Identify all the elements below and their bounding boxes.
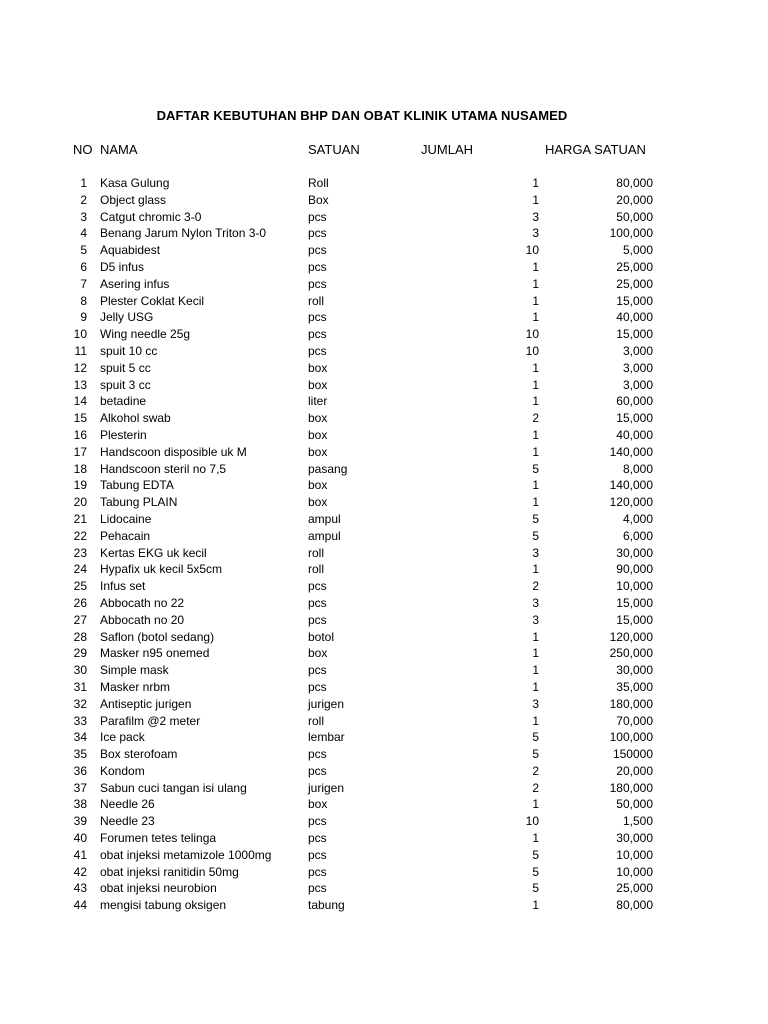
item-unit-price: 25,000 — [616, 259, 653, 274]
item-name: Lidocaine — [100, 511, 152, 526]
item-unit-price: 30,000 — [616, 545, 653, 560]
item-name: Alkohol swab — [100, 411, 171, 426]
document-title: DAFTAR KEBUTUHAN BHP DAN OBAT KLINIK UTAMA NUSAMED — [156, 108, 568, 123]
item-unit: Roll — [308, 176, 329, 190]
item-quantity: 1 — [532, 629, 539, 644]
row-number: 9 — [80, 310, 87, 325]
item-unit-price: 35,000 — [616, 679, 653, 694]
table-row — [0, 545, 768, 562]
item-unit-price: 1,500 — [622, 814, 653, 829]
table-row — [0, 662, 768, 679]
row-number: 26 — [73, 595, 87, 610]
item-unit: pcs — [308, 243, 327, 258]
item-unit-price: 90,000 — [616, 562, 653, 577]
table-row — [0, 830, 768, 847]
item-unit: ampul — [308, 511, 341, 526]
column-header-harga-satuan: HARGA SATUAN — [545, 142, 646, 157]
item-unit: jurigen — [308, 696, 345, 711]
column-header-nama: NAMA — [100, 142, 138, 157]
table-row — [0, 377, 768, 394]
item-unit: box — [308, 495, 328, 510]
item-unit-price: 30,000 — [616, 663, 653, 678]
item-quantity: 3 — [532, 612, 539, 627]
item-unit-price: 3,000 — [622, 360, 653, 375]
item-name: Masker nrbm — [100, 679, 171, 694]
table-header — [0, 142, 768, 158]
table-row — [0, 360, 768, 377]
item-unit-price: 10,000 — [616, 864, 653, 879]
item-quantity: 1 — [532, 663, 539, 678]
item-name: Masker n95 onemed — [100, 646, 210, 661]
item-quantity: 1 — [532, 360, 539, 375]
item-unit: pcs — [308, 864, 327, 879]
item-name: Handscoon disposible uk M — [100, 444, 247, 459]
row-number: 23 — [73, 545, 87, 560]
item-unit: pcs — [308, 814, 327, 829]
item-unit: pcs — [308, 663, 327, 678]
item-unit: box — [308, 646, 328, 661]
item-unit: pcs — [308, 579, 327, 594]
table-row — [0, 561, 768, 578]
table-row — [0, 880, 768, 897]
item-name: Saflon (botol sedang) — [100, 629, 215, 644]
item-name: Asering infus — [100, 276, 170, 291]
item-quantity: 1 — [532, 679, 539, 694]
table-row — [0, 813, 768, 830]
table-row — [0, 595, 768, 612]
item-name: D5 infus — [100, 259, 145, 274]
column-header-jumlah: JUMLAH — [421, 142, 474, 157]
item-name: Ice pack — [100, 730, 145, 745]
table-row — [0, 309, 768, 326]
column-header-satuan: SATUAN — [308, 142, 360, 157]
table-row — [0, 780, 768, 797]
item-quantity: 1 — [532, 646, 539, 661]
item-quantity: 1 — [532, 293, 539, 308]
item-name: Kertas EKG uk kecil — [100, 545, 207, 560]
row-number: 33 — [73, 713, 87, 728]
table-row — [0, 796, 768, 813]
item-quantity: 2 — [532, 579, 539, 594]
item-name: Abbocath no 22 — [100, 595, 185, 610]
row-number: 6 — [80, 259, 87, 274]
item-quantity: 2 — [532, 780, 539, 795]
item-quantity: 1 — [532, 562, 539, 577]
table-row — [0, 679, 768, 696]
item-quantity: 1 — [532, 478, 539, 493]
row-number: 3 — [80, 209, 87, 224]
item-quantity: 1 — [532, 394, 539, 409]
item-unit-price: 8,000 — [622, 461, 653, 476]
table-row — [0, 713, 768, 730]
table-row — [0, 847, 768, 864]
item-unit: roll — [308, 293, 325, 308]
item-unit: pcs — [308, 847, 327, 862]
row-number: 5 — [80, 243, 87, 258]
item-name: Benang Jarum Nylon Triton 3-0 — [100, 226, 267, 241]
item-name: Tabung EDTA — [100, 478, 174, 493]
row-number: 15 — [73, 411, 87, 426]
item-unit-price: 30,000 — [616, 831, 653, 846]
item-unit: roll — [308, 545, 325, 560]
item-unit: roll — [308, 713, 325, 728]
item-unit-price: 180,000 — [609, 696, 653, 711]
row-number: 37 — [73, 780, 87, 795]
item-quantity: 3 — [532, 226, 539, 241]
table-body — [0, 175, 768, 914]
row-number: 22 — [73, 528, 87, 543]
item-quantity: 1 — [532, 495, 539, 510]
row-number: 35 — [73, 747, 87, 762]
item-name: Wing needle 25g — [100, 327, 191, 342]
table-row — [0, 897, 768, 914]
item-unit: liter — [308, 394, 328, 409]
table-row — [0, 393, 768, 410]
item-name: Kasa Gulung — [100, 176, 170, 190]
item-name: mengisi tabung oksigen — [100, 898, 227, 913]
item-unit: box — [308, 411, 328, 426]
item-quantity: 3 — [532, 545, 539, 560]
item-name: Pehacain — [100, 528, 151, 543]
row-number: 43 — [73, 881, 87, 896]
row-number: 29 — [73, 646, 87, 661]
item-name: obat injeksi neurobion — [100, 881, 217, 896]
row-number: 34 — [73, 730, 87, 745]
item-unit-price: 40,000 — [616, 310, 653, 325]
item-name: obat injeksi ranitidin 50mg — [100, 864, 239, 879]
item-unit: roll — [308, 562, 325, 577]
item-unit-price: 70,000 — [616, 713, 653, 728]
item-unit: pcs — [308, 276, 327, 291]
row-number: 30 — [73, 663, 87, 678]
item-quantity: 10 — [525, 814, 539, 829]
item-unit-price: 80,000 — [616, 176, 653, 190]
table-row — [0, 729, 768, 746]
item-quantity: 3 — [532, 595, 539, 610]
row-number: 36 — [73, 763, 87, 778]
column-header-no: NO — [73, 142, 93, 157]
item-name: spuit 10 cc — [100, 343, 158, 358]
item-unit: pcs — [308, 310, 327, 325]
item-quantity: 5 — [532, 747, 539, 762]
item-unit: pcs — [308, 612, 327, 627]
item-unit-price: 50,000 — [616, 209, 653, 224]
row-number: 16 — [73, 427, 87, 442]
table-row — [0, 259, 768, 276]
item-name: Hypafix uk kecil 5x5cm — [100, 562, 223, 577]
table-row — [0, 410, 768, 427]
table-row — [0, 343, 768, 360]
item-unit: pasang — [308, 461, 348, 476]
row-number: 14 — [73, 394, 87, 409]
item-unit-price: 10,000 — [616, 579, 653, 594]
item-unit-price: 6,000 — [622, 528, 653, 543]
item-quantity: 1 — [532, 192, 539, 207]
table-row — [0, 444, 768, 461]
item-name: Needle 23 — [100, 814, 155, 829]
item-name: spuit 3 cc — [100, 377, 151, 392]
row-number: 12 — [73, 360, 87, 375]
table-row — [0, 763, 768, 780]
row-number: 21 — [73, 511, 87, 526]
item-unit: pcs — [308, 881, 327, 896]
table-row — [0, 192, 768, 209]
item-unit: pcs — [308, 595, 327, 610]
row-number: 31 — [73, 679, 87, 694]
row-number: 41 — [73, 847, 87, 862]
item-unit: box — [308, 427, 328, 442]
table-row — [0, 511, 768, 528]
item-quantity: 5 — [532, 881, 539, 896]
row-number: 17 — [73, 444, 87, 459]
item-name: betadine — [100, 394, 147, 409]
item-quantity: 5 — [532, 528, 539, 543]
item-unit-price: 15,000 — [616, 612, 653, 627]
row-number: 39 — [73, 814, 87, 829]
row-number: 4 — [80, 226, 87, 241]
item-unit-price: 50,000 — [616, 797, 653, 812]
item-quantity: 5 — [532, 461, 539, 476]
row-number: 24 — [73, 562, 87, 577]
item-unit: box — [308, 478, 328, 493]
row-number: 2 — [80, 192, 87, 207]
table-row — [0, 326, 768, 343]
item-unit: box — [308, 797, 328, 812]
row-number: 25 — [73, 579, 87, 594]
item-unit: pcs — [308, 831, 327, 846]
item-name: Plester Coklat Kecil — [100, 293, 205, 308]
item-quantity: 1 — [532, 176, 539, 190]
item-name: Antiseptic jurigen — [100, 696, 192, 711]
item-unit: tabung — [308, 898, 345, 913]
item-quantity: 5 — [532, 511, 539, 526]
item-unit: pcs — [308, 763, 327, 778]
table-row — [0, 629, 768, 646]
item-unit-price: 10,000 — [616, 847, 653, 862]
item-quantity: 1 — [532, 276, 539, 291]
item-quantity: 1 — [532, 377, 539, 392]
item-quantity: 1 — [532, 713, 539, 728]
item-unit-price: 20,000 — [616, 192, 653, 207]
item-name: Sabun cuci tangan isi ulang — [100, 780, 247, 795]
item-unit-price: 250,000 — [609, 646, 653, 661]
item-unit-price: 5,000 — [622, 243, 653, 258]
item-name: Kondom — [100, 763, 145, 778]
item-quantity: 3 — [532, 209, 539, 224]
item-name: Needle 26 — [100, 797, 155, 812]
item-name: spuit 5 cc — [100, 360, 151, 375]
table-row — [0, 293, 768, 310]
item-quantity: 1 — [532, 310, 539, 325]
table-row — [0, 864, 768, 881]
item-quantity: 10 — [525, 243, 539, 258]
table-row — [0, 175, 768, 192]
table-row — [0, 746, 768, 763]
table-row — [0, 578, 768, 595]
item-unit-price: 15,000 — [616, 411, 653, 426]
item-name: Handscoon steril no 7,5 — [100, 461, 227, 476]
row-number: 13 — [73, 377, 87, 392]
item-unit-price: 15,000 — [616, 595, 653, 610]
item-quantity: 2 — [532, 411, 539, 426]
item-name: Object glass — [100, 192, 167, 207]
item-name: obat injeksi metamizole 1000mg — [100, 847, 272, 862]
item-unit-price: 25,000 — [616, 881, 653, 896]
item-unit-price: 15,000 — [616, 293, 653, 308]
item-quantity: 10 — [525, 343, 539, 358]
item-unit: pcs — [308, 343, 327, 358]
table-row — [0, 242, 768, 259]
item-quantity: 5 — [532, 730, 539, 745]
item-quantity: 2 — [532, 763, 539, 778]
table-row — [0, 696, 768, 713]
table-row — [0, 612, 768, 629]
item-quantity: 10 — [525, 327, 539, 342]
row-number: 27 — [73, 612, 87, 627]
table-row — [0, 477, 768, 494]
item-unit-price: 15,000 — [616, 327, 653, 342]
table-row — [0, 209, 768, 226]
item-quantity: 5 — [532, 864, 539, 879]
row-number: 20 — [73, 495, 87, 510]
row-number: 8 — [80, 293, 87, 308]
row-number: 42 — [73, 864, 87, 879]
table-row — [0, 528, 768, 545]
item-quantity: 1 — [532, 444, 539, 459]
item-unit-price: 20,000 — [616, 763, 653, 778]
item-unit-price: 3,000 — [622, 377, 653, 392]
item-quantity: 1 — [532, 797, 539, 812]
row-number: 28 — [73, 629, 87, 644]
item-quantity: 5 — [532, 847, 539, 862]
row-number: 7 — [80, 276, 87, 291]
item-unit-price: 100,000 — [609, 226, 653, 241]
item-unit: box — [308, 360, 328, 375]
item-name: Plesterin — [100, 427, 147, 442]
item-unit-price: 60,000 — [616, 394, 653, 409]
item-unit: jurigen — [308, 780, 345, 795]
row-number: 1 — [80, 176, 87, 190]
item-unit: pcs — [308, 679, 327, 694]
table-row — [0, 461, 768, 478]
item-unit-price: 4,000 — [622, 511, 653, 526]
item-unit-price: 140,000 — [609, 444, 653, 459]
item-name: Tabung PLAIN — [100, 495, 178, 510]
table-row — [0, 645, 768, 662]
item-quantity: 1 — [532, 427, 539, 442]
item-unit: Box — [308, 192, 329, 207]
item-unit-price: 3,000 — [622, 343, 653, 358]
row-number: 11 — [74, 343, 87, 358]
item-quantity: 1 — [532, 831, 539, 846]
item-unit: box — [308, 444, 328, 459]
item-unit-price: 120,000 — [609, 495, 653, 510]
table-row — [0, 494, 768, 511]
item-unit: pcs — [308, 209, 327, 224]
row-number: 38 — [73, 797, 87, 812]
item-unit: pcs — [308, 226, 327, 241]
table-row — [0, 225, 768, 242]
item-unit: botol — [308, 629, 335, 644]
item-name: Simple mask — [100, 663, 169, 678]
item-unit: ampul — [308, 528, 341, 543]
item-unit: box — [308, 377, 328, 392]
row-number: 44 — [73, 898, 87, 913]
item-unit-price: 80,000 — [616, 898, 653, 913]
item-unit-price: 100,000 — [609, 730, 653, 745]
table-row — [0, 427, 768, 444]
row-number: 10 — [73, 327, 87, 342]
item-unit-price: 120,000 — [609, 629, 653, 644]
item-quantity: 1 — [532, 898, 539, 913]
item-unit-price: 150000 — [612, 747, 653, 762]
item-name: Catgut chromic 3-0 — [100, 209, 202, 224]
item-unit-price: 140,000 — [609, 478, 653, 493]
item-name: Forumen tetes telinga — [100, 831, 217, 846]
item-name: Abbocath no 20 — [100, 612, 185, 627]
item-unit: pcs — [308, 259, 327, 274]
item-name: Infus set — [100, 579, 146, 594]
item-unit-price: 40,000 — [616, 427, 653, 442]
item-unit: pcs — [308, 747, 327, 762]
item-unit-price: 180,000 — [609, 780, 653, 795]
row-number: 40 — [73, 831, 87, 846]
item-unit-price: 25,000 — [616, 276, 653, 291]
item-unit: pcs — [308, 327, 327, 342]
row-number: 18 — [73, 461, 87, 476]
item-name: Jelly USG — [100, 310, 154, 325]
row-number: 19 — [73, 478, 87, 493]
item-quantity: 3 — [532, 696, 539, 711]
item-quantity: 1 — [532, 259, 539, 274]
item-name: Parafilm @2 meter — [100, 713, 201, 728]
item-name: Aquabidest — [100, 243, 161, 258]
table-row — [0, 276, 768, 293]
item-unit: lembar — [308, 730, 345, 745]
item-name: Box sterofoam — [100, 747, 178, 762]
row-number: 32 — [73, 696, 87, 711]
